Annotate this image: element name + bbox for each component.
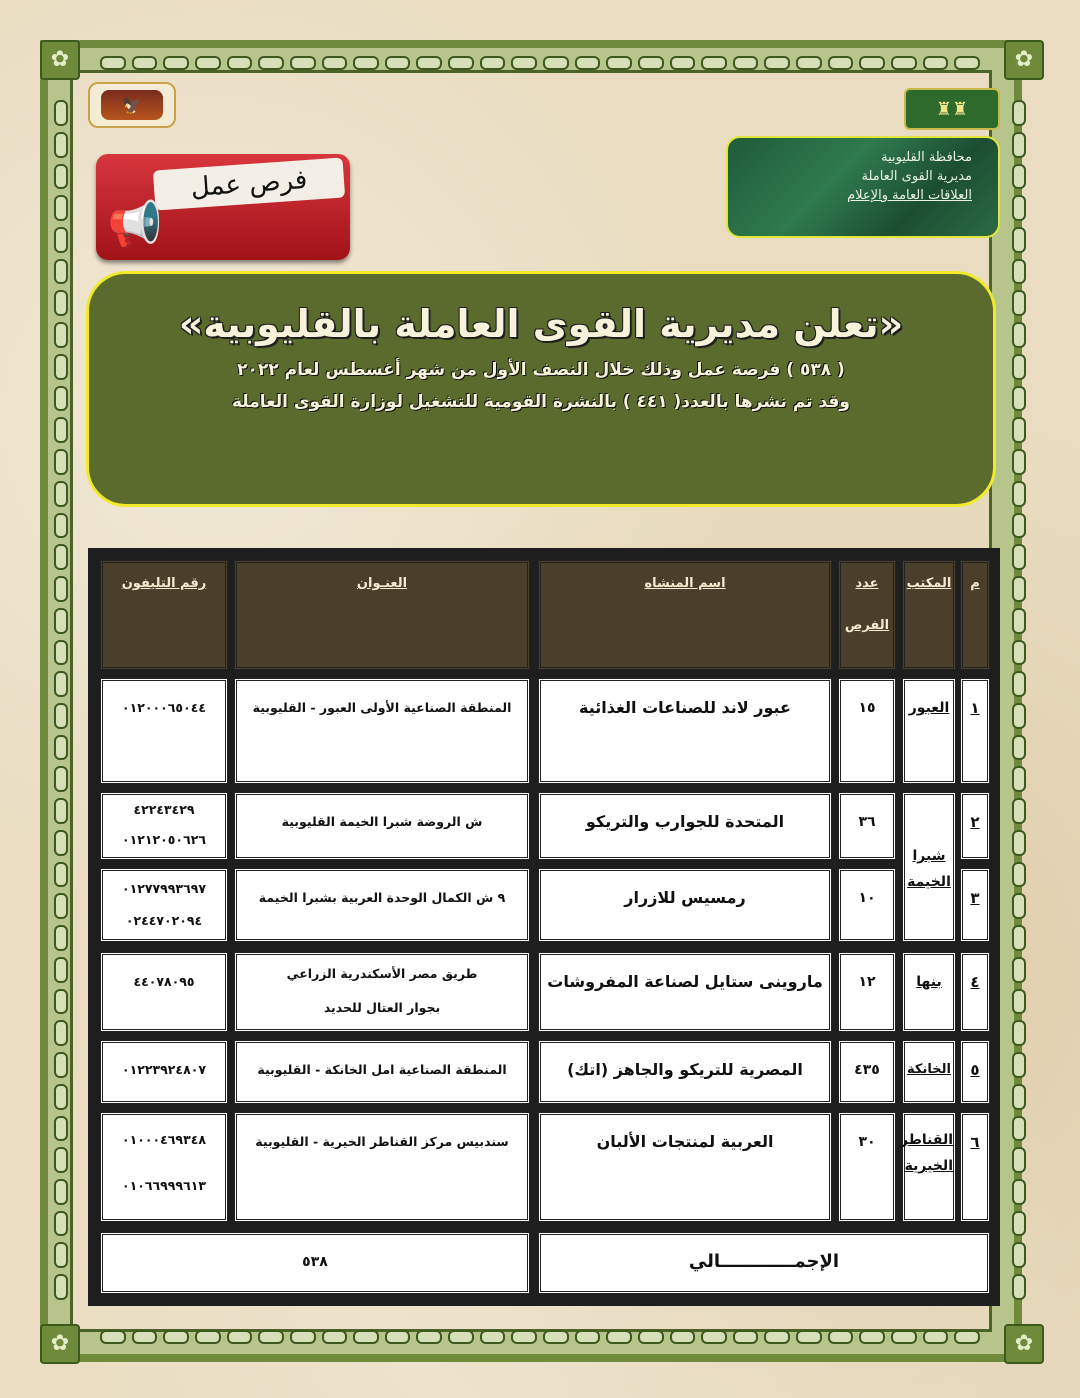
row-4-address bbox=[234, 952, 530, 1032]
row-2-address: ش الروضة شبرا الخيمة القليوبية bbox=[234, 792, 530, 860]
row-3-m: ٣ bbox=[960, 868, 990, 942]
header-m: م bbox=[960, 560, 990, 670]
row-5-company: المصرية للتريكو والجاهز (اتك) bbox=[538, 1040, 832, 1104]
announcement-line-2: وقد تم نشرها بالعدد( ٤٤١ ) بالنشرة القومية للتشغيل لوزارة القوى العاملة bbox=[231, 392, 851, 412]
row-2-phone-1: ٤٢٢٤٣٤٢٩ bbox=[133, 802, 195, 817]
corner-ornament-icon: ✿ bbox=[40, 1324, 80, 1364]
row-5-address: المنطقة الصناعية امل الخانكة - القليوبية bbox=[234, 1040, 530, 1104]
frame-chain-left bbox=[55, 100, 67, 1300]
gov-line-1: محافظة القليوبية bbox=[881, 150, 972, 165]
governorate-logo bbox=[904, 88, 1000, 130]
header-count-line-2: الفرص bbox=[844, 618, 890, 633]
row-1-company: عبور لاند للصناعات الغذائية bbox=[538, 678, 832, 784]
row-4-count: ١٢ bbox=[838, 952, 896, 1032]
announcement-panel bbox=[86, 271, 996, 507]
row-6-count: ٣٠ bbox=[838, 1112, 896, 1222]
frame-chain-right bbox=[1013, 100, 1025, 1300]
frame-chain-bottom bbox=[100, 1331, 980, 1343]
row-2-m: ٢ bbox=[960, 792, 990, 860]
row-5-m: ٥ bbox=[960, 1040, 990, 1104]
ministry-logo bbox=[88, 82, 176, 128]
row-4-phone: ٤٤٠٧٨٠٩٥ bbox=[100, 952, 228, 1032]
row-1-count: ١٥ bbox=[838, 678, 896, 784]
row-3-phone bbox=[100, 868, 228, 942]
row-3-count: ١٠ bbox=[838, 868, 896, 942]
corner-ornament-icon: ✿ bbox=[1004, 40, 1044, 80]
row-1-phone: ٠١٢٠٠٠٦٥٠٤٤ bbox=[100, 678, 228, 784]
row-6-address: سندبيس مركز القناطر الخيرية - القليوبية bbox=[234, 1112, 530, 1222]
row-2-count: ٣٦ bbox=[838, 792, 896, 860]
row-2-phone-2: ٠١٢١٢٠٥٠٦٢٦ bbox=[122, 832, 206, 847]
row-5-office: الخانكة bbox=[902, 1040, 956, 1104]
governorate-emblem-icon: ♜♜ bbox=[935, 98, 969, 120]
row-5-count: ٤٣٥ bbox=[838, 1040, 896, 1104]
corner-ornament-icon: ✿ bbox=[1004, 1324, 1044, 1364]
total-label: الإجمــــــــــــالي bbox=[538, 1232, 990, 1294]
row-6-phone-1: ٠١٠٠٠٤٦٩٣٤٨ bbox=[122, 1132, 206, 1147]
banner-label: فرص عمل bbox=[153, 157, 345, 210]
row-6-m: ٦ bbox=[960, 1112, 990, 1222]
total-value: ٥٣٨ bbox=[100, 1232, 530, 1294]
jobs-table bbox=[88, 548, 1000, 1306]
row-3-company: رمسيس للازرار bbox=[538, 868, 832, 942]
frame-chain-top bbox=[100, 57, 980, 69]
header-address: العنـوان bbox=[234, 560, 530, 670]
row-5-phone: ٠١٢٢٣٩٢٤٨٠٧ bbox=[100, 1040, 228, 1104]
corner-ornament-icon: ✿ bbox=[40, 40, 80, 80]
gov-line-3: العلاقات العامة والإعلام bbox=[847, 188, 972, 203]
megaphone-icon: 📢 bbox=[107, 199, 163, 250]
row-4-m: ٤ bbox=[960, 952, 990, 1032]
row-4-office: بنها bbox=[902, 952, 956, 1032]
announcement-title: «تعلن مديرية القوى العاملة بالقليوبية» bbox=[178, 302, 904, 346]
row-1-office: العبور bbox=[902, 678, 956, 784]
eagle-seal-icon: 🦅 bbox=[101, 90, 163, 120]
governorate-info bbox=[726, 136, 1000, 238]
row-4-company: ماروينى ستايل لصناعة المفروشات bbox=[538, 952, 832, 1032]
row-6-phone-2: ٠١٠٦٦٩٩٩٦١٣ bbox=[122, 1178, 206, 1193]
header-count-line-1: عدد bbox=[855, 576, 879, 591]
row-6-company: العربية لمنتجات الألبان bbox=[538, 1112, 832, 1222]
gov-line-2: مديرية القوى العاملة bbox=[861, 169, 972, 184]
row-3-address: ٩ ش الكمال الوحدة العربية بشبرا الخيمة bbox=[234, 868, 530, 942]
row-6-office: القناطر الخيرية bbox=[902, 1112, 956, 1222]
row-4-address-line-2: بجوار العتال للحديد bbox=[323, 1000, 441, 1015]
row-4-address-line-1: طريق مصر الأسكندرية الزراعي bbox=[286, 966, 478, 981]
announcement-line-1: ( ٥٣٨ ) فرصة عمل وذلك خلال النصف الأول من شهر أغسطس لعام ٢٠٢٢ bbox=[237, 360, 845, 380]
row-1-m: ١ bbox=[960, 678, 990, 784]
row-1-address: المنطقة الصناعية الأولى العبور - القليوبية bbox=[234, 678, 530, 784]
job-opportunities-banner bbox=[96, 154, 350, 260]
row-3-phone-2: ٠٢٤٤٧٠٢٠٩٤ bbox=[125, 913, 203, 928]
row-3-phone-1: ٠١٢٧٧٩٩٣٦٩٧ bbox=[122, 881, 206, 896]
row-2-company: المتحدة للجوارب والتريكو bbox=[538, 792, 832, 860]
row-2-3-office: شبرا الخيمة bbox=[902, 792, 956, 942]
header-office: المكتب bbox=[902, 560, 956, 670]
row-6-phone bbox=[100, 1112, 228, 1222]
header-phone: رقم التليفون bbox=[100, 560, 228, 670]
header-company: اسم المنشاه bbox=[538, 560, 832, 670]
header-count bbox=[838, 560, 896, 670]
row-2-phone bbox=[100, 792, 228, 860]
